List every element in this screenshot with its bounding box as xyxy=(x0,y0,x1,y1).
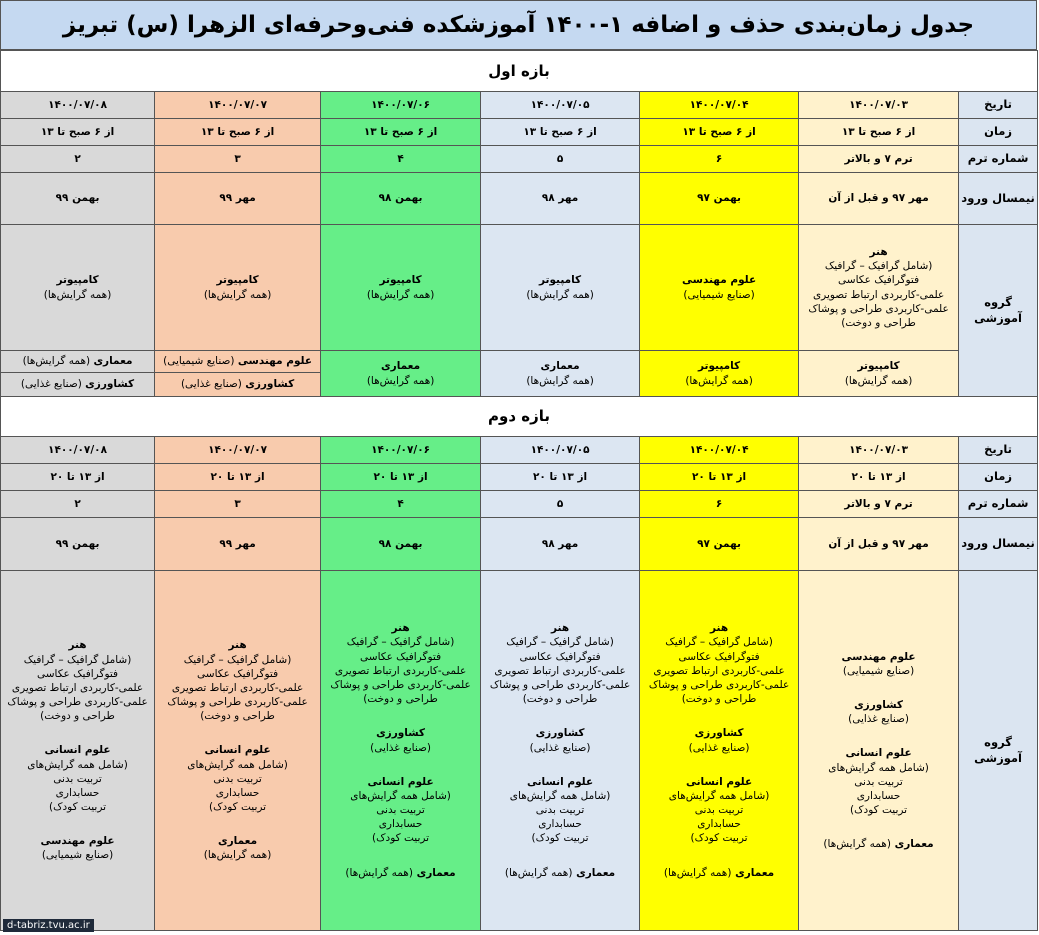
p2-entry-5: مهر ۹۹ xyxy=(155,518,321,571)
group-line: حسابداری xyxy=(697,818,741,831)
p2-date-6: ۱۴۰۰/۰۷/۰۸ xyxy=(1,437,155,464)
p1-c2-a: علوم مهندسی (صنایع شیمیایی) xyxy=(640,225,799,351)
p2-time-1: از ۱۳ تا ۲۰ xyxy=(799,464,959,491)
group-line: (شامل گرافیک – گرافیک xyxy=(183,653,292,666)
group-title xyxy=(801,837,956,851)
group-line: (صنایع غذایی) xyxy=(848,713,910,726)
p2-term-5: ۳ xyxy=(155,491,321,518)
p2-entry-row xyxy=(1,518,1038,571)
group-title: کشاورزی xyxy=(376,727,426,740)
group-line: طراحی و دوخت) xyxy=(363,693,438,706)
group-line: (شامل همه گرایش‌های xyxy=(668,789,770,802)
group-line: طراحی و دوخت) xyxy=(522,693,598,706)
group-title: معماری xyxy=(218,835,258,848)
group-spacer xyxy=(642,846,796,866)
group-line: علمی-کاربردی طراحی و پوشاک xyxy=(7,696,148,709)
p2-date-1: ۱۴۰۰/۰۷/۰۳ xyxy=(799,437,959,464)
p1-c4-b: معماری (همه گرایش‌ها) xyxy=(321,351,481,397)
p2-date-4: ۱۴۰۰/۰۷/۰۶ xyxy=(321,437,481,464)
p2-group-3 xyxy=(481,571,640,931)
group-line: (صنایع غذایی) xyxy=(529,741,591,754)
group-line: حسابداری xyxy=(215,786,260,799)
p1-time-1: از ۶ صبح تا ۱۳ xyxy=(799,119,959,146)
group-spacer xyxy=(157,723,318,743)
group-title: علوم مهندسی xyxy=(40,835,115,848)
p1-entry-label: نیمسال ورود xyxy=(959,173,1038,225)
group-line: تربیت کودک) xyxy=(49,801,107,814)
p1-date-3: ۱۴۰۰/۰۷/۰۵ xyxy=(481,92,640,119)
group-spacer xyxy=(483,846,637,866)
group-line: حسابداری xyxy=(856,789,901,802)
p1-date-row xyxy=(1,92,1038,119)
group-line: تربیت کودک) xyxy=(209,801,267,814)
group-line: علمی-کاربردی طراحی و پوشاک xyxy=(489,678,631,691)
p1-time-3: از ۶ صبح تا ۱۳ xyxy=(481,119,640,146)
p1-term-3: ۵ xyxy=(481,146,640,173)
group-line: علمی-کاربردی طراحی و پوشاک xyxy=(330,678,471,691)
p2-time-6: از ۱۳ تا ۲۰ xyxy=(1,464,155,491)
p1-date-4: ۱۴۰۰/۰۷/۰۶ xyxy=(321,92,481,119)
group-spacer xyxy=(3,723,152,743)
p1-time-label: زمان xyxy=(959,119,1038,146)
p1-time-5: از ۶ صبح تا ۱۳ xyxy=(155,119,321,146)
group-line: تربیت کودک) xyxy=(690,832,748,845)
p1-c1-art: هنر (شامل گرافیک – گرافیک فتوگرافیک عکاسی علمی-کاربردی ارتباط تصویری علمی-کاربردی طراحی و پوشاک طراحی و دوخت) xyxy=(799,225,959,351)
group-line: (شامل همه گرایش‌های xyxy=(27,758,128,771)
group-inline-sub: (همه گرایش‌ها) xyxy=(345,866,413,879)
group-title: هنر xyxy=(228,639,247,652)
group-line: (شامل همه گرایش‌های xyxy=(509,789,611,802)
group-line: تربیت بدنی xyxy=(854,775,903,788)
p1-time-4: از ۶ صبح تا ۱۳ xyxy=(321,119,481,146)
group-line: (شامل همه گرایش‌های xyxy=(187,758,288,771)
p1-entry-4: بهمن ۹۸ xyxy=(321,173,481,225)
group-title: علوم انسانی xyxy=(44,744,111,757)
p1-term-4: ۴ xyxy=(321,146,481,173)
p2-time-5: از ۱۳ تا ۲۰ xyxy=(155,464,321,491)
p2-group-2 xyxy=(640,571,799,931)
p1-date-5: ۱۴۰۰/۰۷/۰۷ xyxy=(155,92,321,119)
p1-c5-c: کشاورزی (صنایع غذایی) xyxy=(155,373,321,397)
group-title xyxy=(323,866,478,880)
group-title: کشاورزی xyxy=(535,727,585,740)
group-line: تربیت کودک) xyxy=(531,832,589,845)
p1-group-row-a xyxy=(1,225,1038,351)
group-title: علوم انسانی xyxy=(845,747,912,760)
p1-date-6: ۱۴۰۰/۰۷/۰۸ xyxy=(1,92,155,119)
group-title: علوم انسانی xyxy=(204,744,271,757)
group-line: (همه گرایش‌ها) xyxy=(203,849,272,862)
group-title: هنر xyxy=(710,622,729,635)
p2-term-6: ۲ xyxy=(1,491,155,518)
group-spacer xyxy=(642,706,796,726)
p1-term-5: ۳ xyxy=(155,146,321,173)
group-line: تربیت بدنی xyxy=(213,772,262,785)
page-title: جدول زمان‌بندی حذف و اضافه ۱-۱۴۰۰ آموزشکده فنی‌وحرفه‌ای الزهرا (س) تبریز xyxy=(0,0,1037,50)
group-line: طراحی و دوخت) xyxy=(200,710,275,723)
p1-time-row xyxy=(1,119,1038,146)
p1-c5-b: علوم مهندسی (صنایع شیمیایی) xyxy=(155,351,321,373)
group-line: علمی-کاربردی ارتباط تصویری xyxy=(171,681,304,694)
p1-time-2: از ۶ صبح تا ۱۳ xyxy=(640,119,799,146)
group-inline-sub: (همه گرایش‌ها) xyxy=(663,866,732,879)
p1-entry-1: مهر ۹۷ و قبل از آن xyxy=(799,173,959,225)
group-line: علمی-کاربردی ارتباط تصویری xyxy=(334,664,467,677)
p1-entry-5: مهر ۹۹ xyxy=(155,173,321,225)
p1-term-row xyxy=(1,146,1038,173)
p2-time-3: از ۱۳ تا ۲۰ xyxy=(481,464,640,491)
p1-term-1: ترم ۷ و بالاتر xyxy=(799,146,959,173)
p1-term-6: ۲ xyxy=(1,146,155,173)
p1-c6-b: معماری (همه گرایش‌ها) xyxy=(1,351,155,373)
p2-time-row xyxy=(1,464,1038,491)
group-title-text: معماری xyxy=(894,838,934,851)
p1-date-2: ۱۴۰۰/۰۷/۰۴ xyxy=(640,92,799,119)
p1-c3-b: معماری (همه گرایش‌ها) xyxy=(481,351,640,397)
group-spacer xyxy=(801,726,956,746)
group-line: فتوگرافیک عکاسی xyxy=(37,667,119,680)
p1-term-label: شماره ترم xyxy=(959,146,1038,173)
p2-date-5: ۱۴۰۰/۰۷/۰۷ xyxy=(155,437,321,464)
group-line: فتوگرافیک عکاسی xyxy=(197,667,279,680)
group-spacer xyxy=(801,817,956,837)
group-spacer xyxy=(801,678,956,698)
group-line: (شامل گرافیک – گرافیک xyxy=(346,636,455,649)
group-spacer xyxy=(323,706,478,726)
p2-term-2: ۶ xyxy=(640,491,799,518)
p2-entry-1: مهر ۹۷ و قبل از آن xyxy=(799,518,959,571)
p1-entry-row xyxy=(1,173,1038,225)
group-title-text: معماری xyxy=(416,866,456,879)
group-spacer xyxy=(157,814,318,834)
group-title: هنر xyxy=(68,639,87,652)
group-spacer xyxy=(483,706,637,726)
group-spacer xyxy=(323,755,478,775)
group-title: کشاورزی xyxy=(854,698,904,711)
p1-group-row-b xyxy=(1,351,1038,373)
group-line: تربیت کودک) xyxy=(372,832,430,845)
p1-date-label: تاریخ xyxy=(959,92,1038,119)
watermark: d-tabriz.tvu.ac.ir xyxy=(3,919,94,932)
group-line: حسابداری xyxy=(378,818,423,831)
p1-entry-3: مهر ۹۸ xyxy=(481,173,640,225)
p2-group-label: گروه آموزشی xyxy=(959,571,1038,931)
group-title: هنر xyxy=(391,622,410,635)
p1-c6-a: کامپیوتر (همه گرایش‌ها) xyxy=(1,225,155,351)
group-line: (صنایع غذایی) xyxy=(688,741,750,754)
group-line: علمی-کاربردی ارتباط تصویری xyxy=(653,664,785,677)
group-line: تربیت بدنی xyxy=(376,804,425,817)
group-line: تربیت بدنی xyxy=(53,772,102,785)
p2-term-1: ترم ۷ و بالاتر xyxy=(799,491,959,518)
group-spacer xyxy=(323,846,478,866)
group-inline-sub: (همه گرایش‌ها) xyxy=(823,838,891,851)
p2-group-row xyxy=(1,571,1038,931)
group-title: کشاورزی xyxy=(694,727,744,740)
p1-c2-b: کامپیوتر (همه گرایش‌ها) xyxy=(640,351,799,397)
group-title: هنر xyxy=(551,622,570,635)
group-line: (شامل گرافیک – گرافیک xyxy=(506,636,614,649)
p1-entry-6: بهمن ۹۹ xyxy=(1,173,155,225)
p2-date-3: ۱۴۰۰/۰۷/۰۵ xyxy=(481,437,640,464)
p2-group-6 xyxy=(1,571,155,931)
group-line: علمی-کاربردی ارتباط تصویری xyxy=(494,664,626,677)
group-line: حسابداری xyxy=(538,818,582,831)
period1-table xyxy=(0,50,1038,397)
p2-entry-2: بهمن ۹۷ xyxy=(640,518,799,571)
group-line: تربیت بدنی xyxy=(535,804,585,817)
group-title: علوم انسانی xyxy=(526,775,594,788)
p1-c1-b: کامپیوتر (همه گرایش‌ها) xyxy=(799,351,959,397)
p2-entry-4: بهمن ۹۸ xyxy=(321,518,481,571)
period2-header: بازه دوم xyxy=(1,397,1038,437)
group-title: علوم مهندسی xyxy=(841,650,916,663)
p2-entry-6: بهمن ۹۹ xyxy=(1,518,155,571)
p2-group-5 xyxy=(155,571,321,931)
p2-term-4: ۴ xyxy=(321,491,481,518)
group-line: (صنایع شیمیایی) xyxy=(842,664,915,677)
p2-time-4: از ۱۳ تا ۲۰ xyxy=(321,464,481,491)
p2-time-label: زمان xyxy=(959,464,1038,491)
group-spacer xyxy=(642,755,796,775)
p1-group-label: گروه آموزشی xyxy=(959,225,1038,397)
group-line: علمی-کاربردی ارتباط تصویری xyxy=(11,681,144,694)
p1-c3-a: کامپیوتر (همه گرایش‌ها) xyxy=(481,225,640,351)
p1-time-6: از ۶ صبح تا ۱۳ xyxy=(1,119,155,146)
group-line: فتوگرافیک عکاسی xyxy=(360,650,442,663)
p1-c6-c: کشاورزی (صنایع غذایی) xyxy=(1,373,155,397)
p1-term-2: ۶ xyxy=(640,146,799,173)
group-line: حسابداری xyxy=(55,786,100,799)
group-line: علمی-کاربردی طراحی و پوشاک xyxy=(167,696,308,709)
group-line: فتوگرافیک عکاسی xyxy=(678,650,760,663)
p2-date-2: ۱۴۰۰/۰۷/۰۴ xyxy=(640,437,799,464)
group-title xyxy=(642,866,796,880)
p2-group-4 xyxy=(321,571,481,931)
group-title-text: معماری xyxy=(576,866,616,879)
p1-entry-2: بهمن ۹۷ xyxy=(640,173,799,225)
group-line: (شامل گرافیک – گرافیک xyxy=(665,636,773,649)
p2-term-label: شماره ترم xyxy=(959,491,1038,518)
group-line: (شامل همه گرایش‌های xyxy=(350,789,451,802)
group-line: (صنایع غذایی) xyxy=(370,741,432,754)
group-title: علوم انسانی xyxy=(685,775,753,788)
p2-time-2: از ۱۳ تا ۲۰ xyxy=(640,464,799,491)
group-line: طراحی و دوخت) xyxy=(681,693,757,706)
p2-date-row xyxy=(1,437,1038,464)
group-line: فتوگرافیک عکاسی xyxy=(519,650,601,663)
group-title xyxy=(483,866,637,880)
p2-group-1 xyxy=(799,571,959,931)
period2-table xyxy=(0,396,1038,931)
group-spacer xyxy=(483,755,637,775)
p1-date-1: ۱۴۰۰/۰۷/۰۳ xyxy=(799,92,959,119)
group-line: (صنایع شیمیایی) xyxy=(41,849,114,862)
group-line: علمی-کاربردی طراحی و پوشاک xyxy=(648,678,790,691)
p2-date-label: تاریخ xyxy=(959,437,1038,464)
p1-c5-a: کامپیوتر (همه گرایش‌ها) xyxy=(155,225,321,351)
period1-header: بازه اول xyxy=(1,51,1038,92)
group-title: علوم انسانی xyxy=(367,775,434,788)
p2-term-3: ۵ xyxy=(481,491,640,518)
p1-c4-a: کامپیوتر (همه گرایش‌ها) xyxy=(321,225,481,351)
group-line: (شامل گرافیک – گرافیک xyxy=(23,653,132,666)
group-spacer xyxy=(3,814,152,834)
group-inline-sub: (همه گرایش‌ها) xyxy=(504,866,573,879)
group-line: (شامل همه گرایش‌های xyxy=(828,761,929,774)
group-line: تربیت بدنی xyxy=(694,804,744,817)
group-line: تربیت کودک) xyxy=(850,804,908,817)
p2-entry-3: مهر ۹۸ xyxy=(481,518,640,571)
group-line: طراحی و دوخت) xyxy=(40,710,115,723)
p2-entry-label: نیمسال ورود xyxy=(959,518,1038,571)
group-title-text: معماری xyxy=(735,866,775,879)
p2-term-row xyxy=(1,491,1038,518)
